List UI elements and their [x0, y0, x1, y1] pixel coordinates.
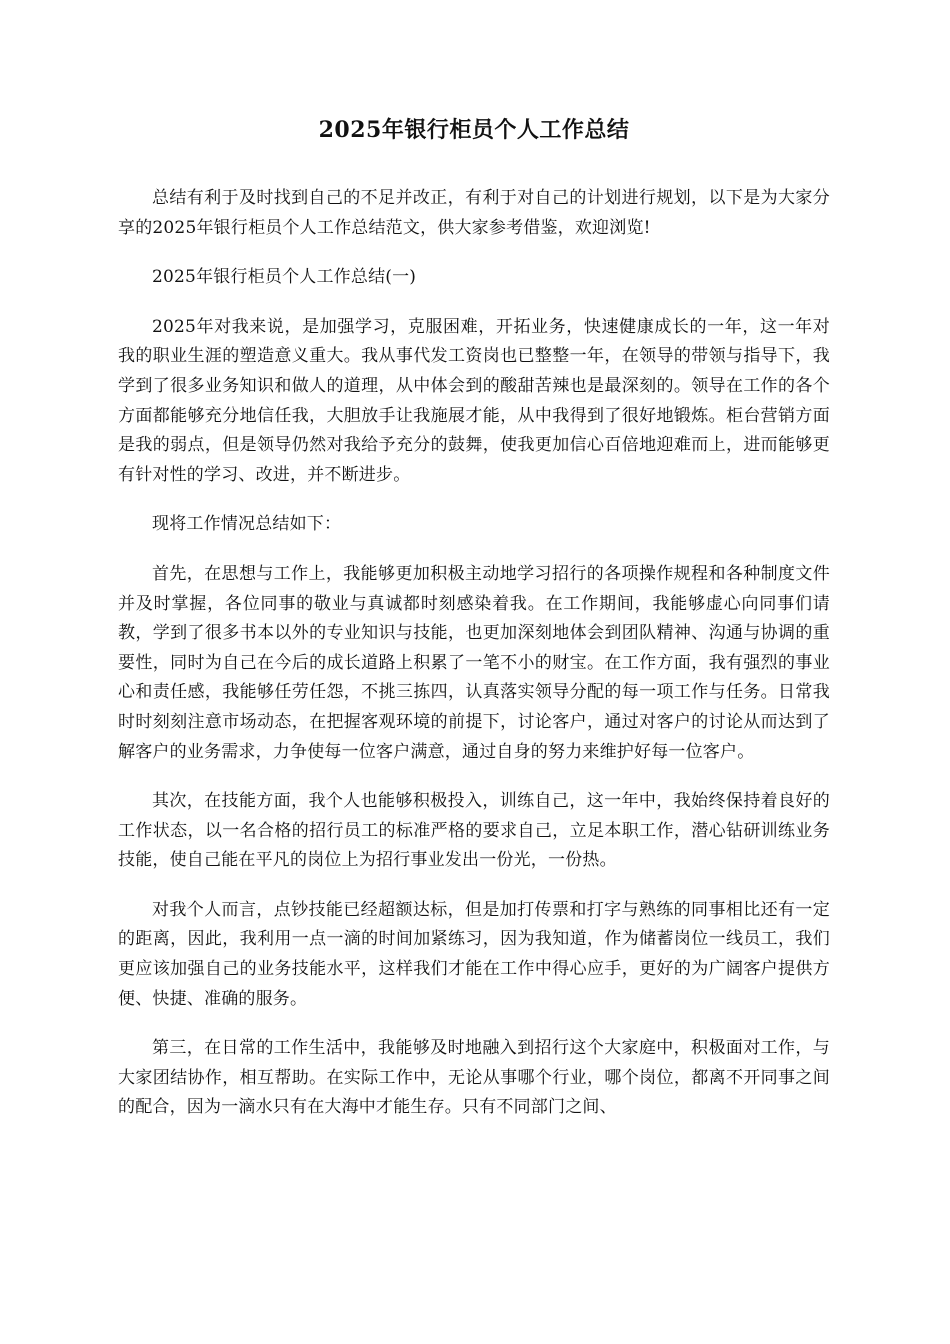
body-paragraph: 第三，在日常的工作生活中，我能够及时地融入到招行这个大家庭中，积极面对工作，与大家团结协作，相互帮助。在实际工作中，无论从事哪个行业，哪个岗位，都离不开同事之间的配合，因为一滴水只有在大海中才能生存。只有不同部门之间、: [118, 1038, 830, 1118]
body-paragraph: 现将工作情况总结如下：: [152, 514, 342, 535]
body-paragraph: 对我个人而言，点钞技能已经超额达标，但是加打传票和打字与熟练的同事相比还有一定的距离，因此，我利用一点一滴的时间加紧练习，因为我知道，作为储蓄岗位一线员工，我们更应该加强自己的业务技能水平，这样我们才能在工作中得心应手，更好的为广阔客户提供方便、快捷、准确的服务。: [118, 899, 830, 1009]
intro-paragraph: 总结有利于及时找到自己的不足并改正，有利于对自己的计划进行规划，以下是为大家分享的2025年银行柜员个人工作总结范文，供大家参考借鉴，欢迎浏览!: [118, 188, 830, 238]
section-heading: 2025年银行柜员个人工作总结(一): [152, 267, 417, 288]
document-title: 2025年银行柜员个人工作总结: [318, 117, 630, 143]
document-body: [118, 110, 830, 1143]
body-paragraph: 2025年对我来说，是加强学习，克服困难，开拓业务，快速健康成长的一年，这一年对我的职业生涯的塑造意义重大。我从事代发工资岗也已整整一年，在领导的带领与指导下，我学到了很多业务知识和做人的道理，从中体会到的酸甜苦辣也是最深刻的。领导在工作的各个方面都能够充分地信任我，大胆放手让我施展才能，从中我得到了很好地锻炼。柜台营销方面是我的弱点，但是领导仍然对我给予充分的鼓舞，使我更加信心百倍地迎难而上，进而能够更有针对性的学习、改进，并不断进步。: [118, 316, 830, 485]
body-paragraph: 首先，在思想与工作上，我能够更加积极主动地学习招行的各项操作规程和各种制度文件并及时掌握，各位同事的敬业与真诚都时刻感染着我。在工作期间，我能够虚心向同事们请教，学到了很多书本以外的专业知识与技能，也更加深刻地体会到团队精神、沟通与协调的重要性，同时为自己在今后的成长道路上积累了一笔不小的财宝。在工作方面，我有强烈的事业心和责任感，我能够任劳任怨，不挑三拣四，认真落实领导分配的每一项工作与任务。日常我时时刻刻注意市场动态，在把握客观环境的前提下，讨论客户，通过对客户的讨论从而达到了解客户的业务需求，力争使每一位客户满意，通过自身的努力来维护好每一位客户。: [118, 563, 830, 762]
body-paragraph: 其次，在技能方面，我个人也能够积极投入，训练自己，这一年中，我始终保持着良好的工作状态，以一名合格的招行员工的标准严格的要求自己，立足本职工作，潜心钻研训练业务技能，使自己能在平凡的岗位上为招行事业发出一份光，一份热。: [118, 791, 830, 871]
